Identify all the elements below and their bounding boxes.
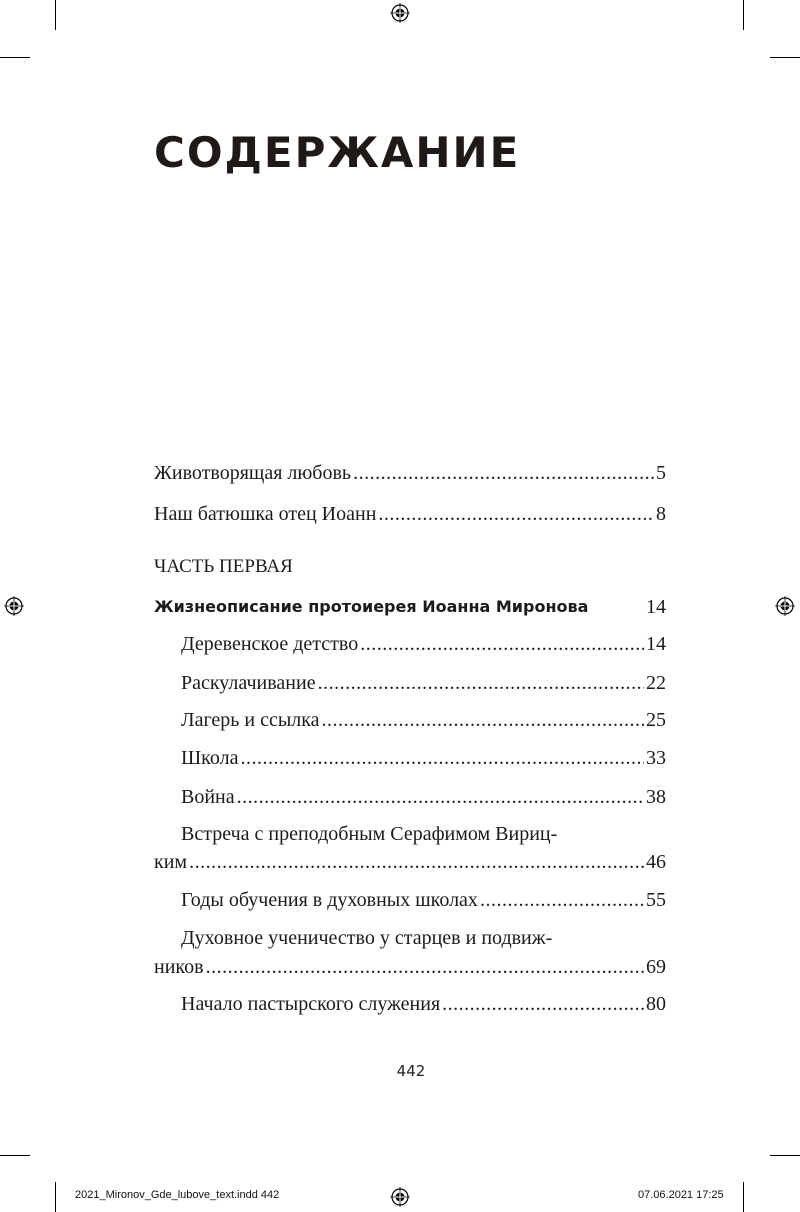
- crop-mark: [743, 1182, 744, 1212]
- toc-entry-title: Война: [181, 786, 235, 808]
- toc-section-title: Жизнеописание протоиерея Иоанна Миронова: [154, 597, 589, 616]
- page-title: СОДЕРЖАНИЕ: [154, 128, 521, 177]
- leader-dots: [360, 632, 644, 656]
- toc-page-number: 14: [646, 596, 666, 618]
- toc-entry-title: Лагерь и ссылка: [181, 709, 320, 731]
- crop-mark: [55, 0, 56, 30]
- leader-dots: [189, 850, 644, 874]
- page-number: 442: [396, 1062, 426, 1080]
- toc-entry[interactable]: [181, 671, 666, 695]
- crop-mark: [743, 0, 744, 30]
- toc-page-number: 33: [646, 747, 666, 769]
- crop-mark: [770, 1155, 800, 1156]
- leader-dots: [378, 502, 654, 526]
- toc-entry-title: Раскулачивание: [181, 672, 316, 694]
- toc-entry[interactable]: [154, 955, 666, 979]
- leader-dots: [322, 708, 644, 732]
- crop-mark: [0, 1155, 30, 1156]
- toc-entry[interactable]: [154, 502, 666, 526]
- toc-entry[interactable]: [181, 746, 666, 770]
- leader-dots: [353, 461, 654, 485]
- leader-dots: [442, 992, 644, 1016]
- toc-entry-title-line2: ников: [154, 956, 204, 978]
- toc-page-number: 46: [646, 851, 666, 873]
- leader-dots: [318, 671, 644, 695]
- toc-section[interactable]: [154, 595, 666, 619]
- leader-dots: [206, 955, 644, 979]
- toc-entry[interactable]: [181, 708, 666, 732]
- toc-entry[interactable]: [181, 992, 666, 1016]
- toc-entry[interactable]: [181, 632, 666, 656]
- toc-entry-title: Начало пастырского служения: [181, 993, 441, 1015]
- print-slug-filename: 2021_Mironov_Gde_lubove_text.indd 442: [75, 1189, 280, 1201]
- toc-entry-title-line2: ким: [154, 851, 188, 873]
- toc-page-number: 5: [656, 462, 666, 484]
- toc-entry-title: Наш батюшка отец Иоанн: [154, 503, 377, 525]
- registration-mark-icon: [390, 1187, 410, 1207]
- toc-page-number: 55: [646, 889, 666, 911]
- toc-entry[interactable]: [154, 850, 666, 874]
- toc-entry-title: Деревенское детство: [181, 633, 359, 655]
- toc-entry[interactable]: [181, 888, 666, 912]
- registration-mark-icon: [4, 596, 24, 616]
- registration-mark-icon: [775, 596, 795, 616]
- toc-page-number: 25: [646, 709, 666, 731]
- toc-entry-title-line1: Встреча с преподобным Серафимом Вириц-: [181, 823, 558, 845]
- toc-page-number: 38: [646, 786, 666, 808]
- toc-page-number: 80: [646, 993, 666, 1015]
- registration-mark-icon: [390, 3, 410, 23]
- toc-page-number: 22: [646, 672, 666, 694]
- leader-dots: [480, 888, 644, 912]
- toc-entry-title: Животворящая любовь: [154, 462, 352, 484]
- toc-entry[interactable]: [154, 461, 666, 485]
- toc-entry-title: Годы обучения в духовных школах: [181, 889, 478, 911]
- toc-entry-title-line1: Духовное ученичество у старцев и подвиж-: [181, 927, 553, 949]
- toc-page-number: 14: [646, 633, 666, 655]
- print-slug-date: 07.06.2021 17:25: [638, 1189, 724, 1201]
- part-heading: ЧАСТЬ ПЕРВАЯ: [154, 556, 293, 577]
- leader-dots: [240, 746, 644, 770]
- toc-page-number: 69: [646, 956, 666, 978]
- toc-page-number: 8: [656, 503, 666, 525]
- crop-mark: [0, 57, 30, 58]
- toc-entry[interactable]: [181, 785, 666, 809]
- crop-mark: [770, 57, 800, 58]
- crop-mark: [55, 1182, 56, 1212]
- toc-entry-title: Школа: [181, 747, 239, 769]
- leader-dots: [237, 785, 644, 809]
